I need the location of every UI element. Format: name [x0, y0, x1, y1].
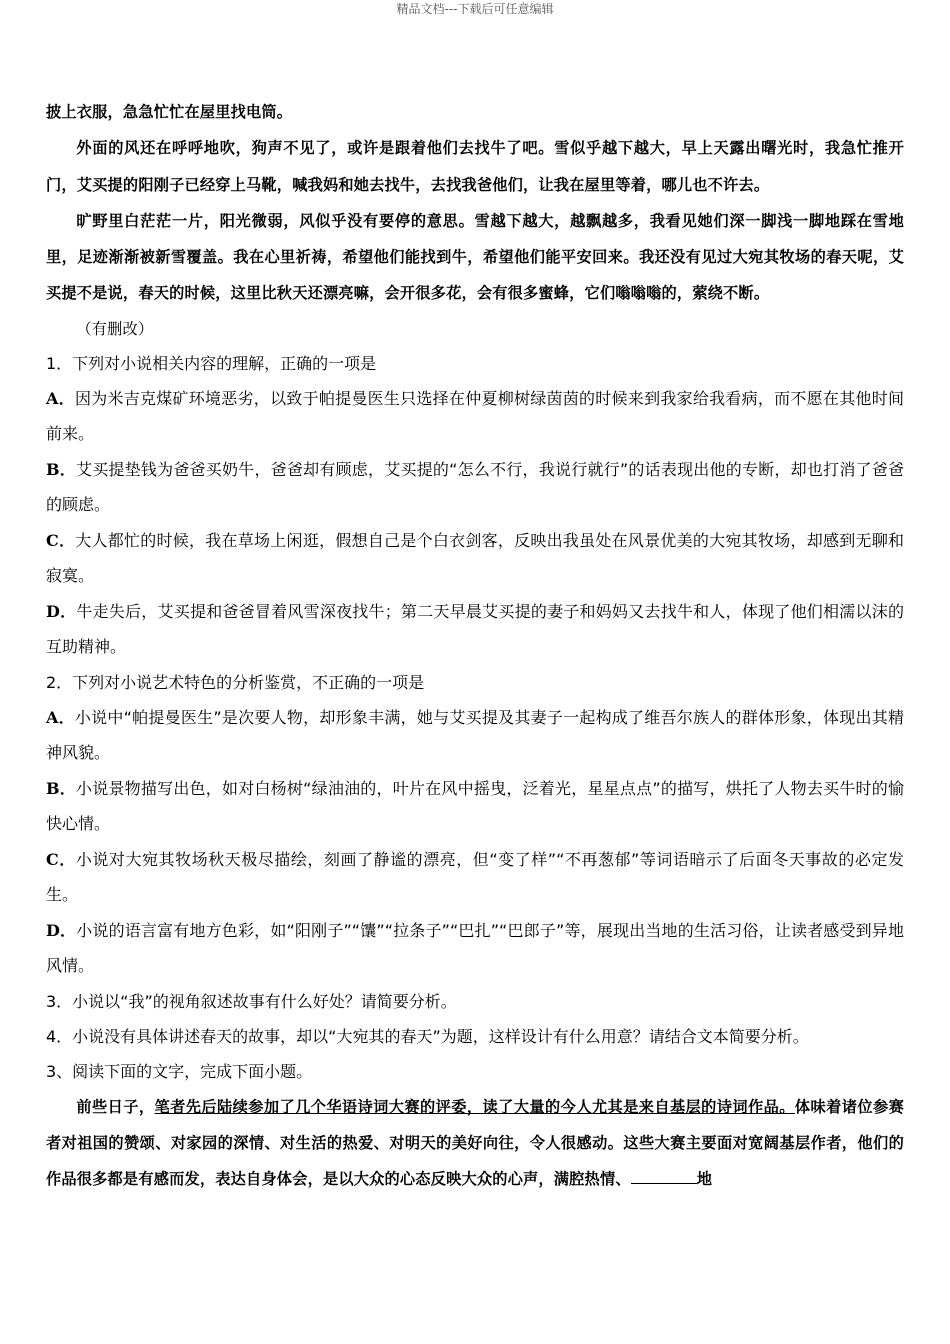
- question-stem: 1．下列对小说相关内容的理解，正确的一项是: [46, 353, 377, 373]
- passage-tail: 地: [696, 1170, 713, 1189]
- option-text: 牛走失后，艾买提和爸爸冒着风雪深夜找牛；第二天早晨艾买提的妻子和妈妈又去找牛和人，体现了他们相濡以沫的互助精神。: [46, 601, 904, 657]
- option-text: 因为米吉克煤矿环境恶劣，以致于帕提曼医生只选择在仲夏柳树绿茵茵的时候来到我家给我看病，而不愿在其他时间前来。: [46, 388, 904, 444]
- option-b: [46, 452, 904, 523]
- option-text: 小说景物描写出色，如对白杨树“绿油油的，叶片在风中摇曳，泛着光，星星点点”的描写，烘托了人物去买牛时的愉快心情。: [46, 778, 904, 834]
- option-d: [46, 594, 904, 665]
- story-paragraph: 旷野里白茫茫一片，阳光微弱，风似乎没有要停的意思。雪越下越大，越飘越多，我看见她们深一脚浅一脚地踩在雪地里，足迹渐渐被新雪覆盖。我在心里祈祷，希望他们能找到牛，希望他们能平安回来。我还没有见过大宛其牧场的春天呢，艾买提不是说，春天的时候，这里比秋天还漂亮嘛，会开很多花，会有很多蜜蜂，它们嗡嗡嗡的，萦绕不断。: [46, 211, 904, 303]
- edit-note: （有删改）: [76, 319, 154, 338]
- fill-blank: [631, 1168, 697, 1184]
- reading-passage: [46, 1089, 904, 1198]
- story-paragraph: 外面的风还在呼呼地吹，狗声不见了，或许是跟着他们去找牛了吧。雪似乎越下越大，早上天露出曙光时，我急忙推开门，艾买提的阳刚子已经穿上马靴，喊我妈和她去找牛，去找我爸他们，让我在屋里等着，哪儿也不许去。: [46, 139, 904, 194]
- option-label: A．: [46, 707, 75, 727]
- underlined-sentence: 笔者先后陆续参加了几个华语诗词大赛的评委，读了大量的今人尤其是来自基层的诗词作品。: [154, 1097, 795, 1116]
- option-c: [46, 842, 904, 913]
- passage-paragraph: [46, 1089, 904, 1198]
- option-label: A．: [46, 388, 75, 408]
- option-text: 大人都忙的时候，我在草场上闲逛，假想自己是个白衣剑客，反映出我虽处在风景优美的大宛其牧场，却感到无聊和寂寞。: [46, 530, 904, 586]
- question-list: [46, 346, 904, 1089]
- option-text: 小说的语言富有地方色彩，如“阳刚子”“馕”“拉条子”“巴扎”“巴郎子”等，展现出当地的生活习俗，让读者感受到异地风情。: [46, 920, 904, 976]
- question-stem: 2．下列对小说艺术特色的分析鉴赏，不正确的一项是: [46, 672, 425, 692]
- document-body: [46, 94, 904, 1198]
- option-label: B．: [46, 459, 76, 479]
- question-stem: 3．小说以“我”的视角叙述故事有什么好处？请简要分析。: [46, 991, 457, 1011]
- section-title: 3、阅读下面的文字，完成下面小题。: [46, 1061, 313, 1081]
- story-excerpt: [46, 94, 904, 346]
- option-label: C．: [46, 849, 76, 869]
- option-c: [46, 523, 904, 594]
- passage-lead: 前些日子，: [76, 1097, 155, 1116]
- option-b: [46, 771, 904, 842]
- option-label: C．: [46, 530, 76, 550]
- page-header: 精品文档---下载后可任意编辑: [396, 2, 554, 16]
- option-text: 小说中“帕提曼医生”是次要人物，却形象丰满，她与艾买提及其妻子一起构成了维吾尔族人的群体形象，体现出其精神风貌。: [46, 707, 904, 763]
- option-label: D．: [46, 920, 77, 940]
- option-text: 艾买提垫钱为爸爸买奶牛，爸爸却有顾虑，艾买提的“怎么不行，我说行就行”的话表现出他的专断，却也打消了爸爸的顾虑。: [46, 459, 904, 515]
- option-a: [46, 381, 904, 452]
- passage-text: 体味着诸位参赛者对祖国的赞颂、对家园的深情、对生活的热爱、对明天的美好向往，令人很感动。这些大赛主要面对宽阔基层作者，他们的作品很多都是有感而发，表达自身体会，是以大众的心态反映大众的心声，满腔热情、: [46, 1097, 905, 1189]
- option-text: 小说对大宛其牧场秋天极尽描绘，刻画了静谧的漂亮，但“变了样”“不再葱郁”等词语暗示了后面冬天事故的必定发生。: [46, 849, 904, 905]
- story-paragraph: 披上衣服，急急忙忙在屋里找电筒。: [46, 103, 293, 121]
- option-label: B．: [46, 778, 76, 798]
- option-a: [46, 700, 904, 771]
- question-stem: 4．小说没有具体讲述春天的故事，却以“大宛其的春天”为题，这样设计有什么用意？请结合文本简要分析。: [46, 1026, 809, 1046]
- option-d: [46, 913, 904, 984]
- option-label: D．: [46, 601, 77, 621]
